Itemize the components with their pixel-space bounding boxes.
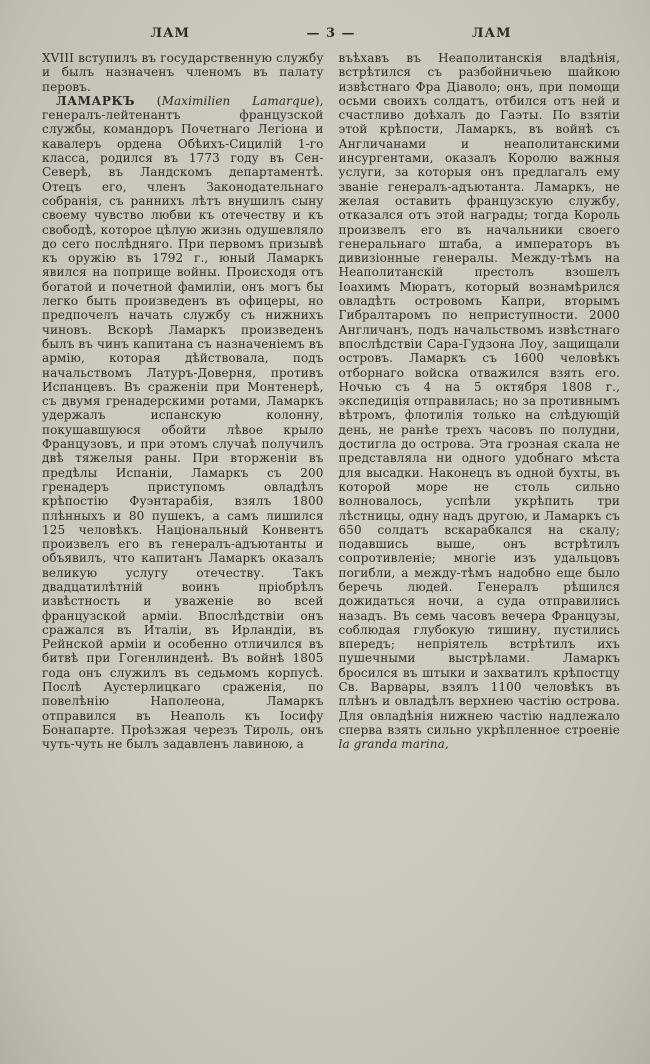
entry-headword: ЛАМАРКЪ <box>56 93 136 108</box>
entry-pre-latin: ( <box>135 93 162 108</box>
header-keyword-right: ЛАМ <box>472 26 512 41</box>
text-column-left <box>42 51 324 752</box>
right-latin-phrase: la granda marina, <box>338 737 449 752</box>
paragraph-continuation-left: XVIII вступилъ въ государственную службу и былъ назначенъ членомъ въ палату перовъ. <box>42 51 324 94</box>
paragraph-continuation-right <box>339 51 621 752</box>
running-header <box>42 26 620 41</box>
text-column-right <box>339 51 621 752</box>
text-columns <box>42 51 620 752</box>
entry-latin-name: Maximilien Lamarque <box>161 93 315 108</box>
entry-body-text: генералъ-лейтенантъ французской службы, командоръ Почетнаго Легіона и кавалеръ ордена Обѣихъ-Сицилій 1-го класса, родился въ 1773 году въ Сен-Северѣ, въ Ландскомъ департаментѣ. Отецъ его, членъ Законодательнаго собранія, съ раннихъ лѣтъ внушилъ сыну своему чувство любви къ отечеству и къ свободѣ, которое цѣлую жизнь одушевляло до сего послѣдняго. При первомъ призывѣ къ оружію въ 1792 г., юный Ламаркъ явился на поприще войны. Происходя отъ богатой и почетной фамиліи, онъ могъ бы легко быть произведенъ въ офицеры, но предпочелъ начать службу съ нижнихъ чиновъ. Вскорѣ Ламаркъ произведенъ былъ въ чинъ капитана съ назначеніемъ въ армію, которая дѣйствовала, подъ начальствомъ Латуръ-Доверня, противъ Испанцевъ. Въ сраженіи при Монтенерѣ, съ двумя гренадерскими ротами, Ламаркъ удержалъ испанскую колонну, покушавшуюся обойти лѣвое крыло Французовъ, и при этомъ случаѣ получилъ двѣ тяжелыя раны. При вторженіи въ предѣлы Испаніи, Ламаркъ съ 200 гренадеръ приступомъ овладѣлъ крѣпостію Фуэнтарабія, взялъ 1800 плѣнныхъ и 80 пушекъ, а самъ лишился 125 человѣкъ. Національный Конвентъ произвелъ его въ генералъ-адъютанты и объявилъ, что капитанъ Ламаркъ оказалъ великую услугу отечеству. Такъ двадцатилѣтній воинъ пріобрѣлъ извѣстность и уваженіе во всей французской арміи. Впослѣдствіи онъ сражался въ Италіи, въ Ирландіи, въ Рейнской арміи и особенно отличился въ битвѣ при Гогенлинденѣ. Въ войнѣ 1805 года онъ служилъ въ седьмомъ корпусѣ. Послѣ Аустерлицкаго сраженія, по повелѣнію Наполеона, Ламаркъ отправился въ Неаполь къ Іосифу Бонапарте. Проѣзжая черезъ Тироль, онъ чуть-чуть не былъ задавленъ лавиною, а <box>42 108 324 752</box>
entry-paragraph <box>42 94 324 752</box>
right-body-text: въѣхавъ въ Неаполитанскія владѣнія, встрѣтился съ разбойничьею шайкою извѣстнаго Фра Діаволо; онъ, при помощи осьми своихъ солдатъ, отбился отъ ней и счастливо доѣхалъ до Гаэты. По взятіи этой крѣпости, Ламаркъ, въ войнѣ съ Англичанами и неаполитанскими инсургентами, оказалъ Королю важныя услуги, за которыя онъ предлагалъ ему званіе генералъ-адъютанта. Ламаркъ, не желая оставить французскую службу, отказался отъ этой награды; тогда Король произвелъ его въ начальники своего генеральнаго штаба, а императоръ въ дивизіонные генералы. Между-тѣмъ на Неаполитанскій престолъ взошелъ Іоахимъ Мюратъ, который вознамѣрился овладѣть островомъ Капри, вторымъ Гибралтаромъ по неприступности. 2000 Англичанъ, подъ начальствомъ извѣстнаго впослѣдствіи Сара-Гудзона Лоу, защищали островъ. Ламаркъ съ 1600 человѣкъ отборнаго войска отважился взять его. Ночью съ 4 на 5 октября 1808 г., экспедиція отправилась; но за противнымъ вѣтромъ, флотилія только на слѣдующій день, не ранѣе трехъ часовъ по полудни, достигла до острова. Эта грозная скала не представляла ни одного удобнаго мѣста для высадки. Наконецъ въ одной бухты, въ которой море не столь сильно волновалось, успѣли укрѣпить три лѣстницы, одну надъ другою, и Ламаркъ съ 650 солдатъ вскарабкался на скалу; подавшись выше, онъ встрѣтилъ сопротивленіе; многіе изъ удальцовъ погибли, а между-тѣмъ надобно еще было беречь людей. Генералъ рѣшился дожидаться ночи, а суда отправились назадъ. Въ семь часовъ вечера Французы, соблюдая глубокую тишину, пустились впередъ; непріятель встрѣтилъ ихъ пушечными выстрѣлами. Ламаркъ бросился въ штыки и захватилъ крѣпостцу Св. Варвары, взялъ 1100 человѣкъ въ плѣнъ и овладѣлъ верхнею частію острова. Для овладѣнія нижнею частію надлежало сперва взять сильно укрѣпленное строеніе <box>338 51 620 737</box>
entry-post-latin: ), <box>314 93 324 108</box>
header-keyword-left: ЛАМ <box>150 26 190 41</box>
page-number: — 3 — <box>306 26 356 41</box>
